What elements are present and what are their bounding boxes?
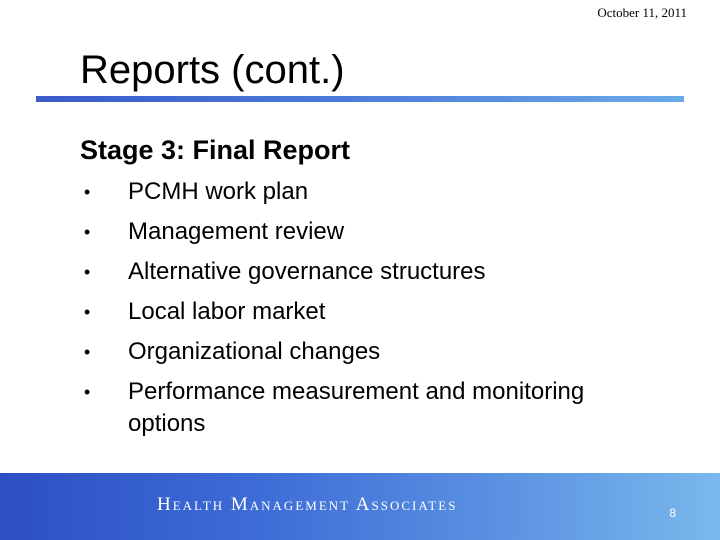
bullet-text: Alternative governance structures [128, 258, 486, 285]
bullet-icon: • [84, 262, 91, 282]
slide-subtitle: Stage 3: Final Report [80, 135, 351, 165]
slide-date: October 11, 2011 [597, 5, 687, 20]
bullet-icon: • [84, 182, 91, 202]
footer-band [0, 473, 720, 540]
list-item [80, 376, 640, 440]
bullet-text: Management review [128, 218, 345, 245]
bullet-icon: • [84, 222, 91, 242]
slide-title: Reports (cont.) [80, 48, 345, 92]
bullet-list [80, 176, 640, 448]
bullet-icon: • [84, 382, 91, 402]
bullet-text: PCMH work plan [128, 178, 309, 205]
list-item [80, 176, 640, 208]
bullet-text: Organizational changes [128, 338, 381, 365]
bullet-text: Local labor market [128, 298, 326, 325]
list-item [80, 336, 640, 368]
bullet-icon: • [84, 342, 91, 362]
list-item [80, 296, 640, 328]
list-item [80, 216, 640, 248]
title-divider [36, 96, 684, 102]
page-number: 8 [669, 506, 676, 520]
company-logo: Health Management Associates [157, 494, 458, 515]
bullet-icon: • [84, 302, 91, 322]
bullet-text: Performance measurement and monitoring options [128, 378, 585, 437]
list-item [80, 256, 640, 288]
